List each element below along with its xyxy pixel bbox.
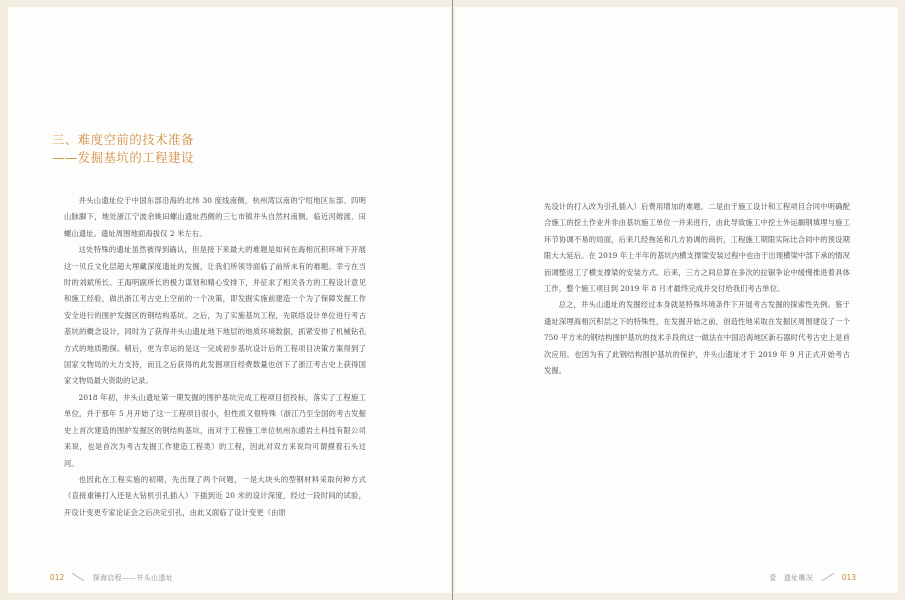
left-footer	[50, 572, 173, 582]
paragraph: 先设计的打入改为引孔插入）后费用增加的难题。二是由于施工设计和工程项目合同中明确配合施工的挖土作业并非由基坑施工单位一并来进行，由此导致施工中挖土外运搁钢填埋与施工环节协调不易的局面，后来几经拖延和几方协调的商折，工程施工期限实际比合同中的预设期限大大延后。在 2019 年上半年的基坑内横支撑梁安装过程中也由于出现横梁中部下承的情况而调整返工了横支撑梁的安装方式。后来，三方之间总算在多次的拉锯争论中缓慢推进着具体工作，整个施工项目到 2019 年 8 月才最终完成并交付给我们考古单位。	[544, 202, 850, 294]
section-heading	[52, 131, 194, 167]
divider-slash-icon	[818, 573, 836, 581]
divider-slash-icon	[70, 573, 88, 581]
right-footer	[769, 572, 856, 582]
paragraph: 这处特殊的遗址虽然被得到确认，但是接下来最大的难题是如何在海相沉积环境下开展这一贝丘文化层超大埋藏深度遗址的发掘，让我们所领导面临了前所未有的难题。幸亏在当时的刘斌所长、王海明副所长的极力谋划和精心安排下，并征求了相关各方的工程设计意见和施工经验，做出浙江考古史上空前的一个决策，即发掘实施前建造一个为了保障发掘工作安全进行的围护发掘区的钢结构基坑。之后，为了实施基坑工程，先联络设计单位进行考古基坑的概念设计，同时为了获得井头山遗址地下地层的地质环境数据，抓紧安排了机械钻孔方式的地质勘探。稍后，更为幸运的是这一完成初步基坑设计后的工程项目决策方案得到了国家文物局的大力支持，而且之后获得的此发掘项目经费数量也创下了浙江考古史上获得国家文物局最大资助的记录。	[64, 245, 366, 386]
right-body-text	[544, 199, 850, 379]
paragraph: 井头山遗址位于中国东部沿海的北纬 30 度线南侧，杭州湾以南的宁绍地区东部、四明山脉脚下，地处浙江宁波余姚田螺山遗址西侧的三七市镇井头自然村南侧，临近河姆渡、田螺山遗址。遗址周围地面海拔仅 2 米左右。	[64, 196, 366, 238]
left-page	[8, 7, 451, 593]
paragraph: 也因此在工程实施的初期，先出现了两个问题，一是大块头的型钢材料采取何种方式（直接重锤打入还是大钻机引孔插入）下插到近 20 米的设计深度，经过一段时间的试验，开设计变更专家论证会之后决定引孔，由此又面临了设计变更（由原	[64, 474, 366, 517]
footer-section: 壹 遗址概况	[769, 574, 814, 582]
page-number: 013	[841, 573, 856, 582]
book-spine	[452, 0, 453, 600]
paragraph: 总之，井头山遗址的发掘经过本身就是特殊环境条件下开展考古发掘的探索性先例。鉴于遗址深埋海相沉积层之下的特殊性，在发掘开始之前，创造性地采取在发掘区周围建设了一个 750 平方米的钢结构围护基坑的技术手段的这一做法在中国沿海地区新石器时代考古史上是首次应用。也因为有了此钢结构围护基坑的保护，井头山遗址才于 2019 年 9 月正式开始考古发掘。	[544, 300, 850, 376]
page-number: 012	[50, 573, 65, 582]
right-page	[455, 7, 898, 593]
heading-line-2: ——发掘基坑的工程建设	[52, 151, 194, 165]
left-body-text	[64, 193, 366, 521]
footer-title: 探海启程——井头山遗址	[92, 574, 174, 582]
heading-line-1: 三、难度空前的技术准备	[52, 133, 194, 147]
paragraph: 2018 年初，井头山遗址第一期发掘的围护基坑完成工程项目招投标，落实了工程施工单位，并于那年 5 月开始了这一工程项目很小，但性质又很特殊（浙江乃至全国的考古发掘史上首次建造的围护发掘区的钢结构基坑，而对于工程施工单位杭州东逋岩土科技有限公司来说，也是首次为考古发掘工作建造工程类）的工程，因此对双方来说均可谓摸着石头过河。	[64, 392, 366, 468]
